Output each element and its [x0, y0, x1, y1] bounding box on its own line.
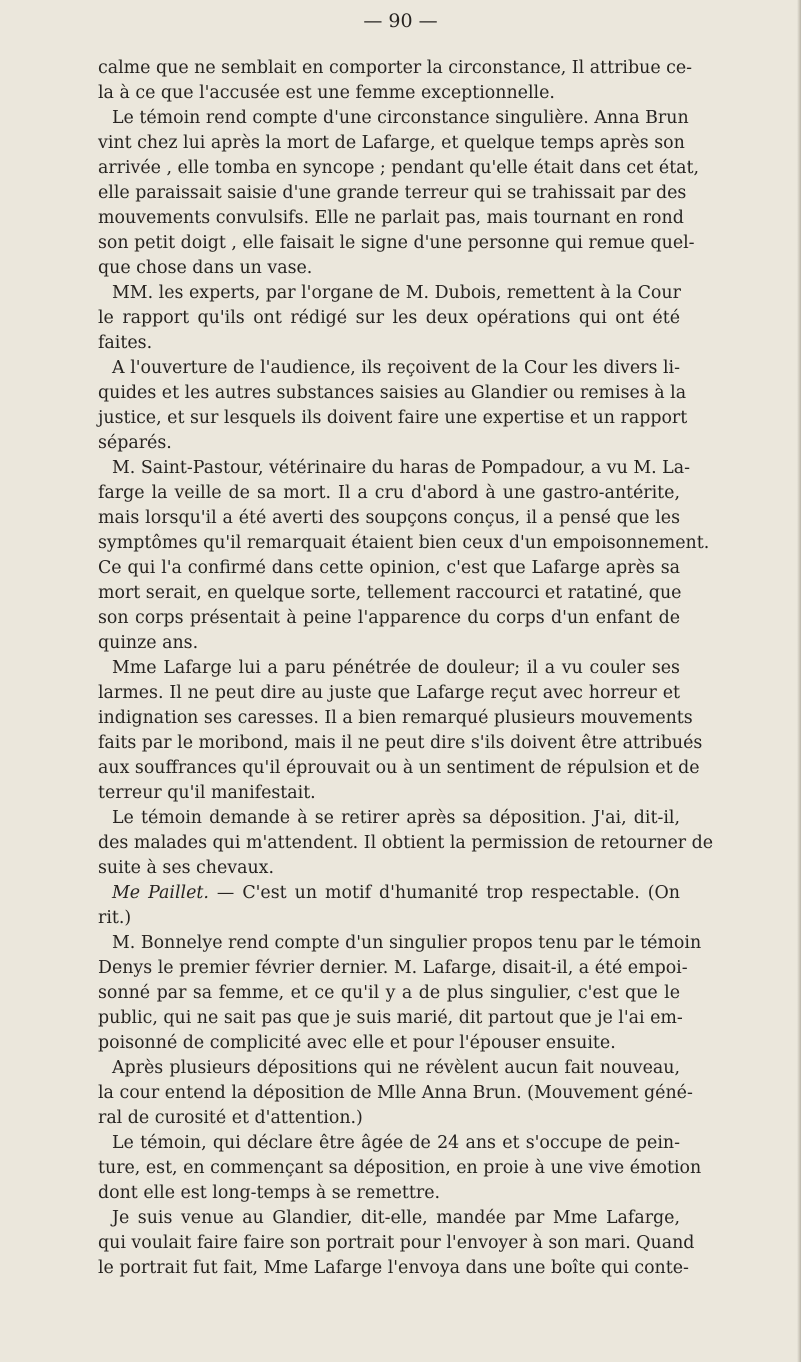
text-line: le rapport qu'ils ont rédigé sur les deux opérations qui ont été [98, 308, 680, 328]
text-line [98, 881, 680, 906]
paragraph [98, 1131, 702, 1206]
text-line: Après plusieurs dépositions qui ne révèlent aucun fait nouveau, [112, 1058, 680, 1078]
paragraph [98, 806, 714, 881]
text-line: faites. [98, 333, 153, 353]
text-line: M. Bonnelye rend compte d'un singulier propos tenu par le témoin [112, 933, 702, 953]
page-number: — 90 — [363, 10, 438, 32]
text-line: aux souffrances qu'il éprouvait ou à un sentiment de répulsion et de [98, 758, 700, 778]
text-line: indignation ses caresses. Il a bien remarqué plusieurs mouvements [98, 708, 693, 728]
paragraph [98, 356, 688, 456]
text-line: mais lorsqu'il a été averti des soupçons conçus, il a pensé que les [98, 508, 680, 528]
paragraph [98, 931, 702, 1056]
text-line: Mme Lafarge lui a paru pénétrée de douleur; il a vu couler ses [112, 658, 680, 678]
text-line: sonné par sa femme, et ce qu'il y a de plus singulier, c'est que le [98, 983, 680, 1003]
text-line: A l'ouverture de l'audience, ils reçoivent de la Cour les divers li- [112, 358, 680, 378]
text-line: Denys le premier février dernier. M. Lafarge, disait-il, a été empoi- [98, 958, 688, 978]
text-line: Je suis venue au Glandier, dit-elle, mandée par Mme Lafarge, [112, 1208, 680, 1228]
text-line: Le témoin rend compte d'une circonstance singulière. Anna Brun [112, 108, 689, 128]
text-line: faits par le moribond, mais il ne peut dire s'ils doivent être attribués [98, 733, 703, 753]
text-line: Ce qui l'a confirmé dans cette opinion, c'est que Lafarge après sa [98, 558, 680, 578]
text-line: la à ce que l'accusée est une femme exceptionnelle. [98, 83, 555, 103]
page-edge-shadow [797, 0, 801, 1362]
text-line: calme que ne semblait en comporter la circonstance, Il attribue ce- [98, 58, 693, 78]
text-line: terreur qu'il manifestait. [98, 783, 316, 803]
paragraph [98, 106, 700, 281]
text-line: farge la veille de sa mort. Il a cru d'abord à une gastro-antérite, [98, 483, 680, 503]
paragraph [98, 456, 710, 656]
text-line: séparés. [98, 433, 172, 453]
text-line: mort serait, en quelque sorte, tellement raccourci et ratatiné, que [98, 583, 682, 603]
text-line: Le témoin demande à se retirer après sa déposition. J'ai, dit-il, [112, 808, 680, 828]
paragraph [98, 881, 680, 931]
text-line: la cour entend la déposition de Mlle Anna Brun. (Mouvement géné- [98, 1083, 693, 1103]
body-text [98, 56, 714, 1281]
paragraph [98, 1206, 695, 1281]
text-line: que chose dans un vase. [98, 258, 313, 278]
text-line: poisonné de complicité avec elle et pour l'épouser ensuite. [98, 1033, 616, 1053]
text-line: le portrait fut fait, Mme Lafarge l'envoya dans une boîte qui conte- [98, 1258, 689, 1278]
text-line: MM. les experts, par l'organe de M. Dubois, remettent à la Cour [112, 283, 681, 303]
text-line: ral de curosité et d'attention.) [98, 1108, 363, 1128]
text-line: rit.) [98, 908, 132, 928]
speaker-text: — C'est un motif d'humanité trop respectable. (On [208, 883, 680, 903]
text-line: Le témoin, qui déclare être âgée de 24 ans et s'occupe de pein- [112, 1133, 680, 1153]
paragraph [98, 281, 680, 356]
text-line: son corps présentait à peine l'apparence du corps d'un enfant de [98, 608, 680, 628]
paragraph [98, 56, 693, 106]
text-line: dont elle est long-temps à se remettre. [98, 1183, 441, 1203]
text-line: quides et les autres substances saisies au Glandier ou remises à la [98, 383, 687, 403]
text-line: elle paraissait saisie d'une grande terreur qui se trahissait par des [98, 183, 687, 203]
speaker-name: Me Paillet. [112, 883, 209, 903]
text-line: ture, est, en commençant sa déposition, en proie à une vive émotion [98, 1158, 702, 1178]
text-line: vint chez lui après la mort de Lafarge, et quelque temps après son [98, 133, 685, 153]
text-line: M. Saint-Pastour, vétérinaire du haras de Pompadour, a vu M. La- [112, 458, 690, 478]
text-line: des malades qui m'attendent. Il obtient la permission de retourner de [98, 833, 714, 853]
text-line: suite à ses chevaux. [98, 858, 275, 878]
text-line: arrivée , elle tomba en syncope ; pendant qu'elle était dans cet état, [98, 158, 700, 178]
text-line: public, qui ne sait pas que je suis marié, dit partout que je l'ai em- [98, 1008, 683, 1028]
text-line: larmes. Il ne peut dire au juste que Lafarge reçut avec horreur et [98, 683, 680, 703]
paragraph [98, 656, 703, 806]
text-line: symptômes qu'il remarquait étaient bien ceux d'un empoisonnement. [98, 533, 710, 553]
text-line: quinze ans. [98, 633, 199, 653]
text-line: qui voulait faire faire son portrait pour l'envoyer à son mari. Quand [98, 1233, 695, 1253]
paragraph [98, 1056, 693, 1131]
text-line: mouvements convulsifs. Elle ne parlait pas, mais tournant en rond [98, 208, 684, 228]
text-line: son petit doigt , elle faisait le signe d'une personne qui remue quel- [98, 233, 695, 253]
text-line: justice, et sur lesquels ils doivent faire une expertise et un rapport [98, 408, 688, 428]
